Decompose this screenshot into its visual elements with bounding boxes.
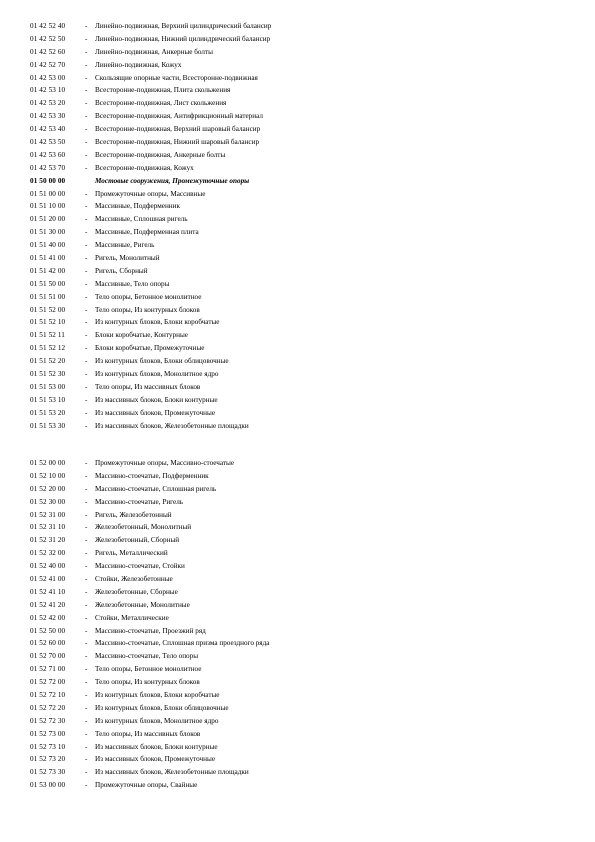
row-description: Всесторонне-подвижная, Нижний шаровый балансир [95, 138, 260, 147]
list-row [30, 457, 570, 470]
row-description: Из массивных блоков, Блоки контурные [95, 742, 218, 751]
list-row [30, 753, 570, 766]
section-title: Мостовые сооружения, Промежуточные опоры [95, 176, 250, 185]
row-dash: - [85, 639, 88, 648]
row-code: 01 42 52 70 [30, 60, 66, 69]
row-dash: - [85, 691, 88, 700]
row-dash: - [85, 742, 88, 751]
list-row [30, 84, 570, 97]
row-dash: - [85, 729, 88, 738]
row-code: 01 52 72 20 [30, 703, 66, 712]
row-description: Железобетонные, Сборные [95, 587, 178, 596]
row-dash: - [85, 112, 88, 121]
row-code: 01 42 53 00 [30, 73, 66, 82]
list-row [30, 407, 570, 420]
row-code: 01 51 20 00 [30, 215, 66, 224]
row-dash: - [85, 241, 88, 250]
row-description: Массивные, Ригель [95, 241, 155, 250]
list-row [30, 46, 570, 59]
row-code: 01 52 31 20 [30, 536, 66, 545]
list-row [30, 741, 570, 754]
row-dash: - [85, 370, 88, 379]
list-row [30, 213, 570, 226]
row-dash: - [85, 279, 88, 288]
list-row [30, 33, 570, 46]
row-description: Из контурных блоков, Монолитное ядро [95, 370, 219, 379]
list-row [30, 252, 570, 265]
row-dash: - [85, 497, 88, 506]
row-description: Массивно-стоечатые, Сплошная призма проездного ряда [95, 639, 270, 648]
row-dash: - [85, 22, 88, 30]
row-description: Тело опоры, Из массивных блоков [95, 729, 201, 738]
list-row [30, 766, 570, 779]
list-row [30, 663, 570, 676]
row-description: Блоки коробчатые, Промежуточные [95, 344, 205, 353]
row-code: 01 42 53 60 [30, 150, 66, 159]
row-code: 01 52 32 00 [30, 549, 66, 558]
row-code: 01 52 10 00 [30, 471, 66, 480]
list-row [30, 573, 570, 586]
row-code: 01 51 51 00 [30, 292, 66, 301]
list-row [30, 702, 570, 715]
row-description: Стойки, Металлические [95, 613, 169, 622]
row-description: Ригель, Сборный [95, 266, 148, 275]
list-row [30, 625, 570, 638]
list-row [30, 586, 570, 599]
list-row [30, 110, 570, 123]
row-code: 01 52 60 00 [30, 639, 66, 648]
row-dash: - [85, 613, 88, 622]
row-code: 01 52 73 10 [30, 742, 66, 751]
row-code: 01 42 53 70 [30, 163, 66, 172]
list-row [30, 59, 570, 72]
row-dash: - [85, 99, 88, 108]
list-row [30, 123, 570, 136]
list-row [30, 278, 570, 291]
row-dash: - [85, 510, 88, 519]
list-row [30, 547, 570, 560]
row-description: Массивно-стоечатые, Тело опоры [95, 652, 199, 661]
row-description: Линейно-подвижная, Анкерные болты [95, 47, 213, 56]
row-description: Из массивных блоков, Блоки контурные [95, 395, 218, 404]
row-description: Из контурных блоков, Блоки облицовочные [95, 357, 229, 366]
list-row [30, 329, 570, 342]
list-row [30, 650, 570, 663]
row-dash: - [85, 600, 88, 609]
row-code: 01 52 72 30 [30, 716, 66, 725]
row-description: Массивно-стоечатые, Проезжий ряд [95, 626, 206, 635]
row-description: Массивно-стоечатые, Подферменник [95, 471, 209, 480]
row-code: 01 52 41 00 [30, 575, 66, 584]
row-dash: - [85, 331, 88, 340]
row-description: Из контурных блоков, Блоки облицовочные [95, 703, 229, 712]
section-code: 01 50 00 00 [30, 176, 66, 185]
list-row [30, 483, 570, 496]
row-code: 01 52 50 00 [30, 626, 66, 635]
row-description: Массивно-стоечатые, Сплошная ригель [95, 484, 217, 493]
row-dash: - [85, 163, 88, 172]
list-row [30, 637, 570, 650]
row-description: Промежуточные опоры, Свайные [95, 781, 198, 790]
row-code: 01 42 53 20 [30, 99, 66, 108]
row-dash: - [85, 189, 88, 198]
row-code: 01 52 73 30 [30, 768, 66, 777]
row-code: 01 42 53 50 [30, 138, 66, 147]
row-description: Всесторонне-подвижная, Антифрикционный материал [95, 112, 263, 121]
list-row [30, 291, 570, 304]
row-code: 01 51 53 00 [30, 382, 66, 391]
list-row [30, 20, 570, 33]
row-dash: - [85, 484, 88, 493]
list-row [30, 97, 570, 110]
row-code: 01 51 00 00 [30, 189, 66, 198]
row-description: Промежуточные опоры, Массивно-стоечатые [95, 459, 235, 467]
row-dash: - [85, 215, 88, 224]
row-dash: - [85, 344, 88, 353]
list-row [30, 599, 570, 612]
row-dash: - [85, 266, 88, 275]
row-dash: - [85, 768, 88, 777]
row-dash: - [85, 459, 88, 467]
row-code: 01 52 72 00 [30, 678, 66, 687]
row-code: 01 52 31 00 [30, 510, 66, 519]
row-dash: - [85, 716, 88, 725]
row-code: 01 51 41 00 [30, 254, 66, 263]
classifier-list-lower [30, 457, 570, 792]
row-code: 01 51 53 20 [30, 408, 66, 417]
list-row [30, 715, 570, 728]
row-code: 01 52 41 20 [30, 600, 66, 609]
list-row [30, 304, 570, 317]
row-dash: - [85, 34, 88, 43]
row-description: Ригель, Металлический [95, 549, 168, 558]
row-description: Массивные, Сплошная ригель [95, 215, 188, 224]
row-description: Массивно-стоечатые, Ригель [95, 497, 184, 506]
row-dash: - [85, 781, 88, 790]
row-dash: - [85, 652, 88, 661]
row-dash: - [85, 755, 88, 764]
row-code: 01 52 72 10 [30, 691, 66, 700]
row-code: 01 51 53 10 [30, 395, 66, 404]
row-dash: - [85, 523, 88, 532]
list-row [30, 496, 570, 509]
list-row [30, 368, 570, 381]
row-dash: - [85, 421, 88, 430]
row-code: 01 51 42 00 [30, 266, 66, 275]
list-row [30, 355, 570, 368]
row-code: 01 52 41 10 [30, 587, 66, 596]
row-code: 01 51 52 10 [30, 318, 66, 327]
row-code: 01 52 73 20 [30, 755, 66, 764]
row-dash: - [85, 73, 88, 82]
list-row [30, 200, 570, 213]
row-description: Всесторонне-подвижная, Анкерные болты [95, 150, 226, 159]
row-dash: - [85, 382, 88, 391]
list-row [30, 162, 570, 175]
row-description: Железобетонные, Монолитные [95, 600, 190, 609]
list-row [30, 779, 570, 792]
row-code: 01 51 52 20 [30, 357, 66, 366]
classifier-list-upper [30, 20, 570, 433]
list-row [30, 420, 570, 433]
row-dash: - [85, 587, 88, 596]
row-dash: - [85, 292, 88, 301]
row-dash: - [85, 562, 88, 571]
list-row [30, 509, 570, 522]
row-code: 01 51 10 00 [30, 202, 66, 211]
row-description: Тело опоры, Бетонное монолитное [95, 665, 202, 674]
row-code: 01 51 30 00 [30, 228, 66, 237]
list-row [30, 521, 570, 534]
row-description: Линейно-подвижная, Верхний цилиндрический балансир [95, 22, 272, 30]
row-code: 01 51 52 00 [30, 305, 66, 314]
row-dash: - [85, 138, 88, 147]
list-row [30, 239, 570, 252]
row-dash: - [85, 305, 88, 314]
row-dash: - [85, 678, 88, 687]
row-description: Массивные, Подферменник [95, 202, 180, 211]
list-row [30, 265, 570, 278]
row-description: Из контурных блоков, Монолитное ядро [95, 716, 219, 725]
row-description: Стойки, Железобетонные [95, 575, 173, 584]
row-code: 01 42 53 40 [30, 125, 66, 134]
row-dash: - [85, 228, 88, 237]
row-code: 01 52 30 00 [30, 497, 66, 506]
row-dash: - [85, 575, 88, 584]
row-dash: - [85, 395, 88, 404]
row-code: 01 42 52 40 [30, 22, 66, 30]
row-description: Из массивных блоков, Промежуточные [95, 755, 216, 764]
row-description: Линейно-подвижная, Кожух [95, 60, 182, 69]
row-dash: - [85, 626, 88, 635]
row-description: Тело опоры, Бетонное монолитное [95, 292, 202, 301]
row-dash: - [85, 408, 88, 417]
row-description: Ригель, Железобетонный [95, 510, 172, 519]
row-description: Промежуточные опоры, Массивные [95, 189, 206, 198]
row-description: Из контурных блоков, Блоки коробчатые [95, 318, 220, 327]
row-dash: - [85, 125, 88, 134]
list-row [30, 676, 570, 689]
row-description: Тело опоры, Из массивных блоков [95, 382, 201, 391]
row-code: 01 52 42 00 [30, 613, 66, 622]
row-description: Блоки коробчатые, Контурные [95, 331, 188, 340]
row-description: Из массивных блоков, Железобетонные площадки [95, 768, 249, 777]
list-row [30, 149, 570, 162]
row-dash: - [85, 357, 88, 366]
row-dash: - [85, 60, 88, 69]
list-row [30, 534, 570, 547]
row-code: 01 52 31 10 [30, 523, 66, 532]
row-code: 01 52 70 00 [30, 652, 66, 661]
row-code: 01 52 71 00 [30, 665, 66, 674]
row-description: Массивные, Тело опоры [95, 279, 170, 288]
row-code: 01 51 50 00 [30, 279, 66, 288]
row-code: 01 42 53 10 [30, 86, 66, 95]
list-row [30, 394, 570, 407]
section-heading-row [30, 175, 570, 188]
row-dash: - [85, 549, 88, 558]
row-code: 01 42 53 30 [30, 112, 66, 121]
list-row [30, 188, 570, 201]
row-dash: - [85, 86, 88, 95]
row-description: Массивные, Подферменная плита [95, 228, 199, 237]
row-code: 01 51 52 11 [30, 331, 65, 340]
row-description: Всесторонне-подвижная, Плита скольжения [95, 86, 231, 95]
row-code: 01 42 52 60 [30, 47, 66, 56]
row-description: Всесторонне-подвижная, Верхний шаровый балансир [95, 125, 261, 134]
list-row [30, 316, 570, 329]
row-code: 01 51 53 30 [30, 421, 66, 430]
row-description: Тело опоры, Из контурных блоков [95, 678, 200, 687]
list-row [30, 381, 570, 394]
row-code: 01 42 52 50 [30, 34, 66, 43]
row-dash: - [85, 471, 88, 480]
row-code: 01 52 40 00 [30, 562, 66, 571]
row-code: 01 51 52 12 [30, 344, 66, 353]
row-code: 01 52 73 00 [30, 729, 66, 738]
row-description: Из массивных блоков, Промежуточные [95, 408, 216, 417]
row-dash: - [85, 703, 88, 712]
list-row [30, 136, 570, 149]
row-description: Скользящие опорные части, Всесторонне-подвижная [95, 73, 258, 82]
list-row [30, 226, 570, 239]
row-dash: - [85, 254, 88, 263]
row-description: Всесторонне-подвижная, Лист скольжения [95, 99, 227, 108]
row-code: 01 52 20 00 [30, 484, 66, 493]
row-description: Из контурных блоков, Блоки коробчатые [95, 691, 220, 700]
list-row [30, 689, 570, 702]
row-dash: - [85, 202, 88, 211]
list-row [30, 470, 570, 483]
row-code: 01 52 00 00 [30, 459, 66, 467]
list-row [30, 560, 570, 573]
row-dash: - [85, 150, 88, 159]
row-dash: - [85, 665, 88, 674]
row-description: Всесторонне-подвижная, Кожух [95, 163, 194, 172]
row-description: Железобетонный, Сборный [95, 536, 180, 545]
row-description: Из массивных блоков, Железобетонные площадки [95, 421, 249, 430]
row-dash: - [85, 536, 88, 545]
row-description: Ригель, Монолитный [95, 254, 160, 263]
list-row [30, 612, 570, 625]
row-code: 01 51 40 00 [30, 241, 66, 250]
row-dash: - [85, 47, 88, 56]
row-description: Линейно-подвижная, Нижний цилиндрический балансир [95, 34, 271, 43]
row-description: Массивно-стоечатые, Стойки [95, 562, 185, 571]
row-code: 01 53 00 00 [30, 781, 66, 790]
row-dash: - [85, 318, 88, 327]
row-code: 01 51 52 30 [30, 370, 66, 379]
row-description: Тело опоры, Из контурных блоков [95, 305, 200, 314]
list-row [30, 728, 570, 741]
list-row [30, 72, 570, 85]
row-description: Железобетонный, Монолитный [95, 523, 192, 532]
list-row [30, 342, 570, 355]
